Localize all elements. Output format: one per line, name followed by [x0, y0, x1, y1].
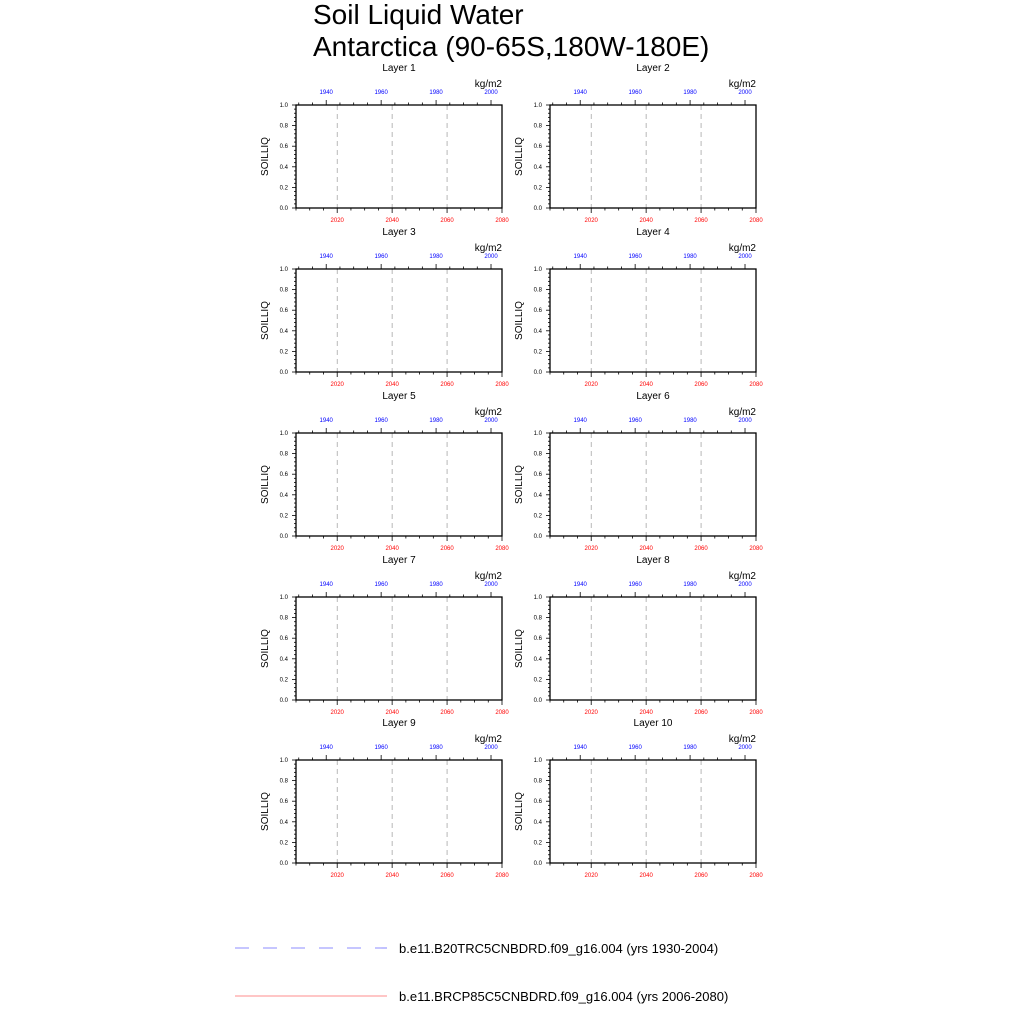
- x-top-tick-label: 1960: [374, 582, 388, 588]
- layer-panel: [260, 391, 509, 552]
- y-axis-label: SOILLIQ: [514, 301, 525, 340]
- x-bottom-tick-label: 2040: [639, 710, 653, 716]
- y-tick-label: 0.6: [533, 308, 542, 315]
- y-tick-label: 0.6: [533, 472, 542, 479]
- legend-entry-label: b.e11.B20TRC5CNBDRD.f09_g16.004 (yrs 1930-2004): [399, 941, 719, 956]
- y-axis-label: SOILLIQ: [514, 465, 525, 504]
- x-bottom-tick-label: 2040: [639, 218, 653, 224]
- y-tick-label: 0.0: [533, 370, 542, 376]
- units-label: kg/m2: [474, 734, 502, 745]
- units-label: kg/m2: [728, 243, 756, 254]
- y-tick-label: 0.4: [279, 164, 288, 171]
- x-top-tick-label: 1940: [573, 418, 587, 424]
- y-tick-label: 0.8: [279, 287, 288, 294]
- x-top-tick-label: 2000: [738, 418, 752, 424]
- plot-frame: [550, 760, 756, 863]
- layer-panel: [514, 227, 763, 388]
- x-bottom-tick-label: 2080: [495, 710, 509, 716]
- y-tick-label: 0.6: [533, 636, 542, 643]
- x-bottom-tick-label: 2080: [495, 546, 509, 552]
- y-tick-label: 0.2: [279, 840, 288, 847]
- panel-title: Layer 4: [636, 227, 670, 238]
- y-axis-label: SOILLIQ: [514, 137, 525, 176]
- units-label: kg/m2: [474, 243, 502, 254]
- y-tick-label: 0.8: [279, 123, 288, 130]
- x-bottom-tick-label: 2060: [440, 873, 454, 879]
- y-tick-label: 0.8: [279, 615, 288, 622]
- y-tick-label: 0.0: [533, 861, 542, 867]
- x-bottom-tick-label: 2060: [440, 218, 454, 224]
- y-tick-label: 0.2: [279, 513, 288, 520]
- x-top-tick-label: 1940: [319, 745, 333, 751]
- plot-frame: [550, 269, 756, 372]
- layer-panel: [514, 718, 763, 879]
- y-tick-label: 0.0: [279, 698, 288, 704]
- y-tick-label: 0.4: [279, 328, 288, 335]
- units-label: kg/m2: [474, 407, 502, 418]
- x-top-tick-label: 1940: [573, 254, 587, 260]
- y-axis-label: SOILLIQ: [260, 792, 271, 831]
- plot-frame: [550, 105, 756, 208]
- panel-grid: [260, 63, 763, 879]
- y-tick-label: 0.4: [533, 328, 542, 335]
- x-bottom-tick-label: 2040: [385, 873, 399, 879]
- x-bottom-tick-label: 2040: [385, 382, 399, 388]
- layer-panel: [514, 63, 763, 224]
- chart-title-line2: Antarctica (90-65S,180W-180E): [313, 31, 710, 62]
- x-top-tick-label: 2000: [484, 582, 498, 588]
- x-top-tick-label: 1980: [683, 90, 697, 96]
- x-bottom-tick-label: 2080: [749, 218, 763, 224]
- y-tick-label: 0.8: [533, 123, 542, 130]
- x-top-tick-label: 1960: [628, 582, 642, 588]
- x-top-tick-label: 1980: [429, 254, 443, 260]
- x-top-tick-label: 1940: [573, 745, 587, 751]
- x-bottom-tick-label: 2020: [330, 546, 344, 552]
- y-tick-label: 0.6: [533, 799, 542, 806]
- y-tick-label: 0.4: [533, 492, 542, 499]
- y-tick-label: 0.0: [279, 534, 288, 540]
- x-bottom-tick-label: 2040: [385, 218, 399, 224]
- x-bottom-tick-label: 2020: [330, 218, 344, 224]
- x-bottom-tick-label: 2020: [584, 546, 598, 552]
- x-top-tick-label: 1960: [374, 90, 388, 96]
- x-top-tick-label: 1960: [628, 90, 642, 96]
- y-tick-label: 1.0: [279, 103, 288, 109]
- y-tick-label: 1.0: [279, 758, 288, 764]
- panel-title: Layer 8: [636, 555, 670, 566]
- y-axis-label: SOILLIQ: [260, 301, 271, 340]
- plot-frame: [296, 433, 502, 536]
- x-bottom-tick-label: 2080: [749, 710, 763, 716]
- panel-title: Layer 7: [382, 555, 416, 566]
- y-tick-label: 0.8: [533, 615, 542, 622]
- y-tick-label: 0.6: [279, 308, 288, 315]
- x-bottom-tick-label: 2020: [330, 710, 344, 716]
- y-axis-label: SOILLIQ: [260, 629, 271, 668]
- panel-title: Layer 5: [382, 391, 416, 402]
- x-top-tick-label: 1980: [429, 90, 443, 96]
- x-top-tick-label: 1980: [683, 418, 697, 424]
- layer-panel: [260, 555, 509, 716]
- units-label: kg/m2: [474, 79, 502, 90]
- y-tick-label: 0.6: [279, 636, 288, 643]
- y-tick-label: 0.2: [533, 840, 542, 847]
- layer-panel: [514, 391, 763, 552]
- x-bottom-tick-label: 2060: [440, 710, 454, 716]
- x-top-tick-label: 2000: [484, 418, 498, 424]
- x-bottom-tick-label: 2020: [584, 710, 598, 716]
- x-top-tick-label: 1960: [374, 254, 388, 260]
- x-bottom-tick-label: 2060: [694, 710, 708, 716]
- layer-panel: [260, 227, 509, 388]
- plot-frame: [296, 105, 502, 208]
- y-tick-label: 0.0: [279, 206, 288, 212]
- panel-title: Layer 10: [633, 718, 673, 729]
- layer-panel: [514, 555, 763, 716]
- y-tick-label: 0.2: [533, 185, 542, 192]
- units-label: kg/m2: [728, 734, 756, 745]
- y-tick-label: 1.0: [533, 595, 542, 601]
- y-tick-label: 0.0: [533, 206, 542, 212]
- x-top-tick-label: 1960: [374, 745, 388, 751]
- x-top-tick-label: 1940: [319, 582, 333, 588]
- x-bottom-tick-label: 2020: [330, 382, 344, 388]
- y-axis-label: SOILLIQ: [514, 792, 525, 831]
- y-tick-label: 0.2: [279, 349, 288, 356]
- layer-panel: [260, 63, 509, 224]
- y-tick-label: 1.0: [533, 103, 542, 109]
- x-top-tick-label: 1940: [319, 254, 333, 260]
- x-top-tick-label: 2000: [738, 745, 752, 751]
- x-bottom-tick-label: 2060: [440, 546, 454, 552]
- x-bottom-tick-label: 2080: [495, 218, 509, 224]
- y-tick-label: 1.0: [533, 758, 542, 764]
- x-top-tick-label: 2000: [484, 90, 498, 96]
- panel-title: Layer 2: [636, 63, 670, 74]
- legend: [235, 941, 728, 1004]
- x-top-tick-label: 1960: [628, 418, 642, 424]
- x-top-tick-label: 1960: [374, 418, 388, 424]
- y-axis-label: SOILLIQ: [260, 465, 271, 504]
- y-tick-label: 1.0: [279, 431, 288, 437]
- x-bottom-tick-label: 2020: [584, 873, 598, 879]
- x-bottom-tick-label: 2060: [440, 382, 454, 388]
- panel-title: Layer 9: [382, 718, 416, 729]
- y-tick-label: 0.4: [279, 492, 288, 499]
- x-bottom-tick-label: 2040: [385, 546, 399, 552]
- x-bottom-tick-label: 2080: [495, 873, 509, 879]
- y-tick-label: 1.0: [279, 267, 288, 273]
- x-bottom-tick-label: 2020: [584, 382, 598, 388]
- x-bottom-tick-label: 2020: [330, 873, 344, 879]
- y-tick-label: 1.0: [533, 431, 542, 437]
- y-tick-label: 0.4: [279, 819, 288, 826]
- y-tick-label: 0.2: [533, 677, 542, 684]
- y-tick-label: 0.0: [279, 861, 288, 867]
- units-label: kg/m2: [728, 79, 756, 90]
- y-axis-label: SOILLIQ: [260, 137, 271, 176]
- y-tick-label: 0.2: [533, 349, 542, 356]
- units-label: kg/m2: [474, 571, 502, 582]
- y-tick-label: 0.4: [533, 656, 542, 663]
- x-top-tick-label: 2000: [484, 254, 498, 260]
- legend-entry-label: b.e11.BRCP85C5CNBDRD.f09_g16.004 (yrs 2006-2080): [399, 989, 729, 1004]
- x-top-tick-label: 1940: [573, 582, 587, 588]
- y-tick-label: 1.0: [533, 267, 542, 273]
- y-tick-label: 0.6: [279, 144, 288, 151]
- x-top-tick-label: 1980: [683, 254, 697, 260]
- x-bottom-tick-label: 2060: [694, 218, 708, 224]
- x-top-tick-label: 1940: [319, 90, 333, 96]
- y-tick-label: 0.8: [279, 451, 288, 458]
- y-tick-label: 0.8: [533, 778, 542, 785]
- x-top-tick-label: 1980: [683, 745, 697, 751]
- chart-title-line1: Soil Liquid Water: [313, 0, 524, 30]
- x-bottom-tick-label: 2060: [694, 382, 708, 388]
- x-top-tick-label: 1980: [429, 418, 443, 424]
- x-top-tick-label: 1960: [628, 254, 642, 260]
- y-tick-label: 0.0: [279, 370, 288, 376]
- x-top-tick-label: 2000: [738, 582, 752, 588]
- units-label: kg/m2: [728, 571, 756, 582]
- x-bottom-tick-label: 2060: [694, 873, 708, 879]
- y-tick-label: 0.0: [533, 698, 542, 704]
- plot-frame: [550, 433, 756, 536]
- x-bottom-tick-label: 2040: [639, 873, 653, 879]
- y-tick-label: 0.4: [279, 656, 288, 663]
- x-top-tick-label: 2000: [484, 745, 498, 751]
- y-tick-label: 0.0: [533, 534, 542, 540]
- y-tick-label: 0.6: [533, 144, 542, 151]
- panel-title: Layer 6: [636, 391, 670, 402]
- x-bottom-tick-label: 2080: [749, 546, 763, 552]
- y-tick-label: 0.4: [533, 819, 542, 826]
- y-axis-label: SOILLIQ: [514, 629, 525, 668]
- y-tick-label: 0.6: [279, 799, 288, 806]
- y-tick-label: 0.8: [533, 451, 542, 458]
- x-bottom-tick-label: 2040: [639, 546, 653, 552]
- x-top-tick-label: 2000: [738, 90, 752, 96]
- x-bottom-tick-label: 2040: [385, 710, 399, 716]
- plot-frame: [296, 269, 502, 372]
- y-tick-label: 0.6: [279, 472, 288, 479]
- x-top-tick-label: 1980: [429, 582, 443, 588]
- panel-title: Layer 3: [382, 227, 416, 238]
- x-bottom-tick-label: 2080: [495, 382, 509, 388]
- x-top-tick-label: 2000: [738, 254, 752, 260]
- layer-panel: [260, 718, 509, 879]
- x-top-tick-label: 1980: [429, 745, 443, 751]
- y-tick-label: 0.2: [279, 185, 288, 192]
- plot-frame: [296, 597, 502, 700]
- y-tick-label: 0.2: [533, 513, 542, 520]
- x-bottom-tick-label: 2040: [639, 382, 653, 388]
- plot-frame: [550, 597, 756, 700]
- plot-frame: [296, 760, 502, 863]
- x-top-tick-label: 1940: [573, 90, 587, 96]
- units-label: kg/m2: [728, 407, 756, 418]
- y-tick-label: 0.2: [279, 677, 288, 684]
- x-bottom-tick-label: 2080: [749, 382, 763, 388]
- panel-title: Layer 1: [382, 63, 416, 74]
- y-tick-label: 0.8: [533, 287, 542, 294]
- y-tick-label: 0.4: [533, 164, 542, 171]
- x-bottom-tick-label: 2080: [749, 873, 763, 879]
- x-bottom-tick-label: 2020: [584, 218, 598, 224]
- y-tick-label: 0.8: [279, 778, 288, 785]
- x-top-tick-label: 1960: [628, 745, 642, 751]
- x-top-tick-label: 1940: [319, 418, 333, 424]
- x-bottom-tick-label: 2060: [694, 546, 708, 552]
- y-tick-label: 1.0: [279, 595, 288, 601]
- x-top-tick-label: 1980: [683, 582, 697, 588]
